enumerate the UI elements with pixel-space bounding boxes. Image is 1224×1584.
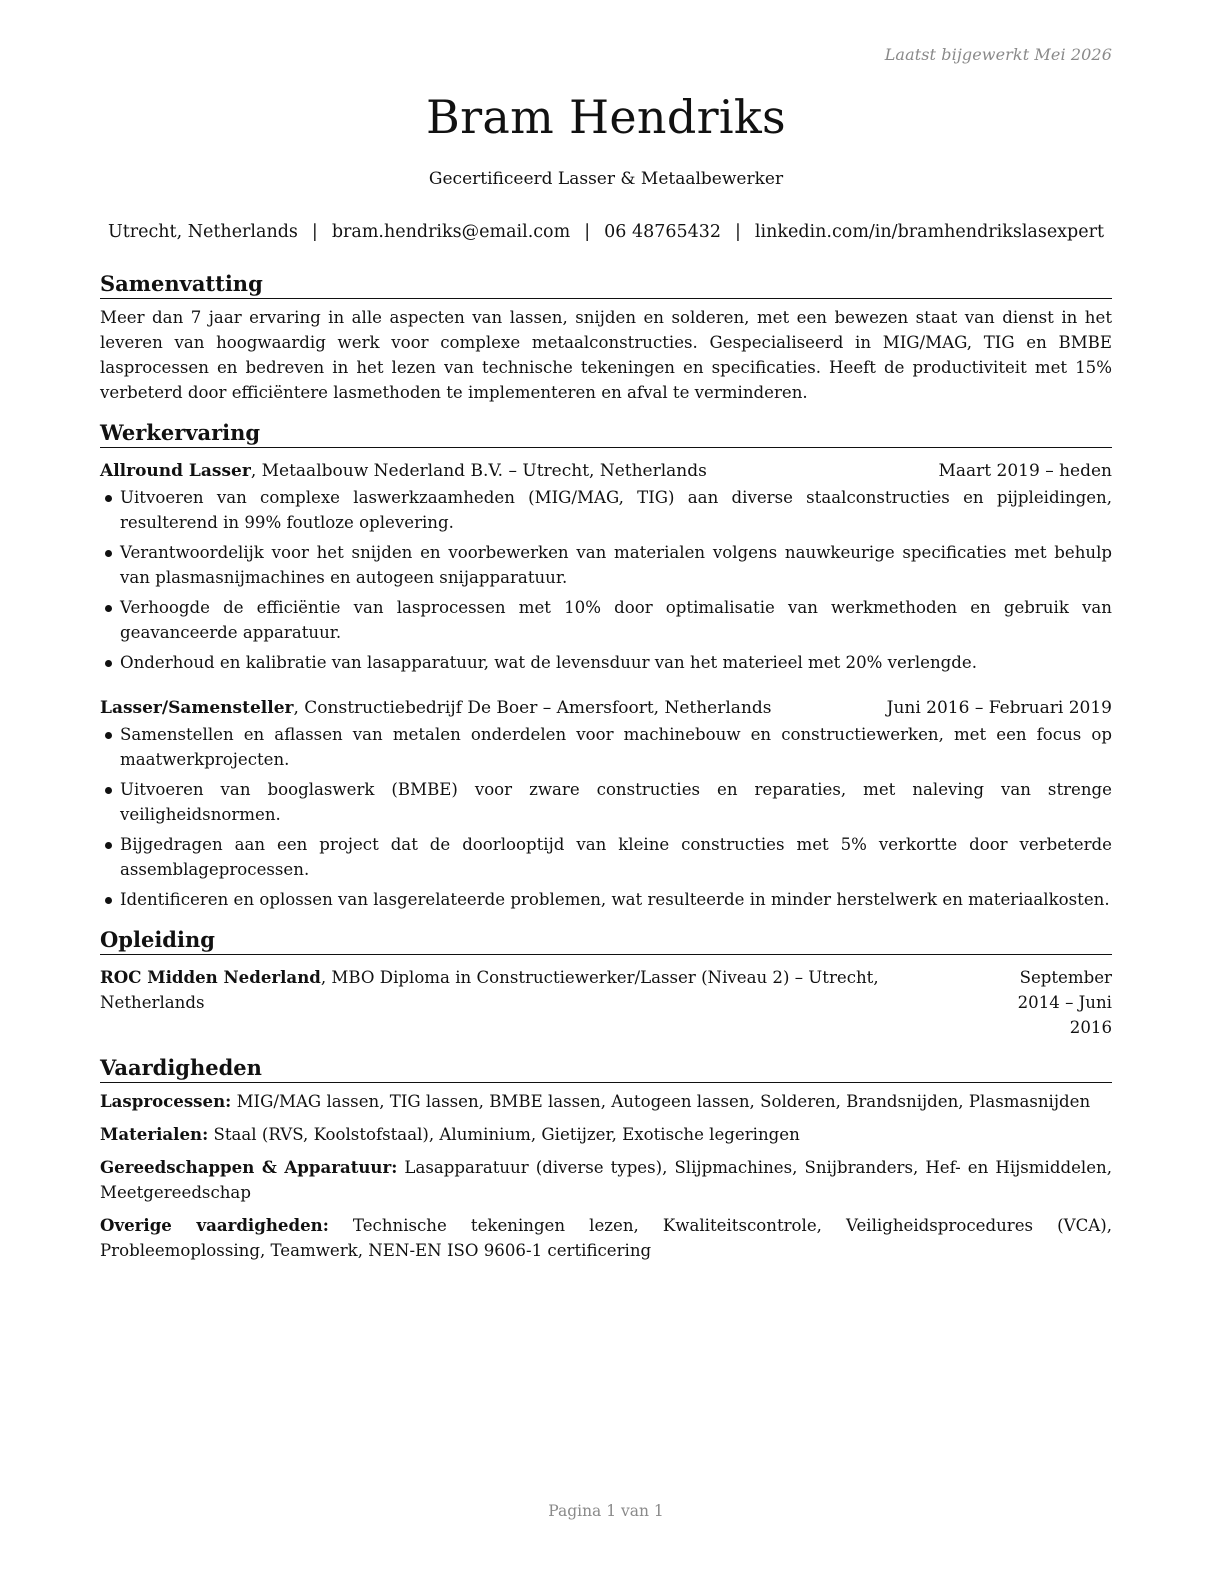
section-heading-experience: Werkervaring (100, 419, 1112, 448)
job-bullet: Bijgedragen aan een project dat de doorlooptijd van kleine constructies met 5% verkortte door verbeterde assemblageprocessen. (100, 832, 1112, 882)
contact-separator: | (735, 222, 741, 242)
section-heading-skills: Vaardigheden (100, 1054, 1112, 1083)
contact-linkedin[interactable]: linkedin.com/in/bramhendrikslasexpert (754, 222, 1105, 242)
contact-separator: | (584, 222, 591, 242)
contact-email[interactable]: bram.hendriks@email.com (331, 222, 571, 242)
job-title: Allround Lasser (100, 461, 251, 481)
job-entry (100, 458, 1112, 675)
job-bullets (100, 722, 1112, 912)
skill-label: Materialen: (100, 1124, 209, 1144)
skill-row (100, 1122, 1112, 1147)
job-bullet: Identificeren en oplossen van lasgerelateerde problemen, wat resulteerde in minder herstelwerk en materiaalkosten. (100, 887, 1112, 912)
job-role (100, 695, 772, 721)
candidate-name: Bram Hendriks (426, 90, 786, 144)
job-bullet: Uitvoeren van complexe laswerkzaamheden (MIG/MAG, TIG) aan diverse staalconstructies en pijpleidingen, resulterend in 99% foutloze oplevering. (100, 485, 1112, 535)
summary-text: Meer dan 7 jaar ervaring in alle aspecten van lassen, snijden en solderen, met een bewezen staat van dienst in het leveren van hoogwaardig werk voor complexe metaalconstructies. Gespecialiseerd in MIG/MAG, TIG en BMBE lasprocessen en bedreven in het lezen van technische tekeningen en specificaties. Heeft de productiviteit met 15% verbeterd door efficiëntere lasmethoden te implementeren en afval te verminderen. (100, 308, 1112, 402)
contact-line (70, 220, 1142, 244)
education-dates: September 2014 – Juni 2016 (1017, 968, 1112, 1037)
job-dates: Juni 2016 – Februari 2019 (886, 698, 1112, 718)
skill-value: Lasapparatuur (diverse types), Slijpmachines, Snijbranders, Hef- en Hijsmiddelen, Meetgereedschap (100, 1158, 1113, 1202)
job-role (100, 458, 707, 484)
job-dates: Maart 2019 – heden (938, 461, 1112, 481)
skill-label: Overige vaardigheden: (100, 1215, 329, 1235)
job-bullet: Verantwoordelijk voor het snijden en voorbewerken van materialen volgens nauwkeurige specificaties met behulp van plasmasnijmachines en autogeen snijapparatuur. (100, 540, 1112, 590)
skill-row (100, 1089, 1112, 1114)
job-bullets (100, 485, 1112, 675)
job-bullet: Onderhoud en kalibratie van lasapparatuur, wat de levensduur van het materieel met 20% verlengde. (100, 650, 1112, 675)
skill-value: Technische tekeningen lezen, Kwaliteitscontrole, Veiligheidsprocedures (VCA), Probleemoplossing, Teamwerk, NEN-EN ISO 9606-1 certificering (100, 1216, 1112, 1260)
skill-row (100, 1213, 1112, 1263)
education-entry (100, 965, 1112, 1040)
job-entry (100, 695, 1112, 912)
resume-page (100, 0, 1112, 1584)
skill-value: MIG/MAG lassen, TIG lassen, BMBE lassen, Autogeen lassen, Solderen, Brandsnijden, Plasmasnijden (236, 1092, 1091, 1111)
job-employer: , Metaalbouw Nederland B.V. – Utrecht, Netherlands (250, 461, 707, 481)
education-program: , MBO Diploma in Constructiewerker/Lasser (Niveau 2) – Utrecht, Netherlands (100, 968, 879, 1012)
page-number: Pagina 1 van 1 (548, 1502, 664, 1520)
job-header (100, 458, 1112, 484)
education-institution: ROC Midden Nederland (100, 967, 321, 987)
job-bullet: Uitvoeren van booglaswerk (BMBE) voor zware constructies en reparaties, met naleving van strenge veiligheidsnormen. (100, 777, 1112, 827)
resume-content (100, 270, 1112, 1271)
job-bullet: Samenstellen en aflassen van metalen onderdelen voor machinebouw en constructiewerken, met een focus op maatwerkprojecten. (100, 722, 1112, 772)
skill-label: Gereedschappen & Apparatuur: (100, 1157, 398, 1177)
job-employer: , Constructiebedrijf De Boer – Amersfoort, Netherlands (293, 698, 772, 718)
last-updated-note: Laatst bijgewerkt Mei 2026 (884, 45, 1112, 64)
education-details (100, 965, 972, 1040)
skill-label: Lasprocessen: (100, 1091, 232, 1111)
contact-location: Utrecht, Netherlands (107, 222, 298, 242)
section-heading-summary: Samenvatting (100, 270, 1112, 299)
contact-separator: | (311, 222, 318, 242)
contact-phone[interactable]: 06 48765432 (604, 222, 722, 242)
skill-row (100, 1155, 1112, 1205)
job-title: Lasser/Samensteller (100, 698, 294, 718)
skill-value: Staal (RVS, Koolstofstaal), Aluminium, Gietijzer, Exotische legeringen (213, 1125, 800, 1144)
section-heading-education: Opleiding (100, 926, 1112, 955)
job-header (100, 695, 1112, 721)
job-bullet: Verhoogde de efficiëntie van lasprocessen met 10% door optimalisatie van werkmethoden en gebruik van geavanceerde apparatuur. (100, 595, 1112, 645)
candidate-subtitle: Gecertificeerd Lasser & Metaalbewerker (428, 169, 784, 189)
